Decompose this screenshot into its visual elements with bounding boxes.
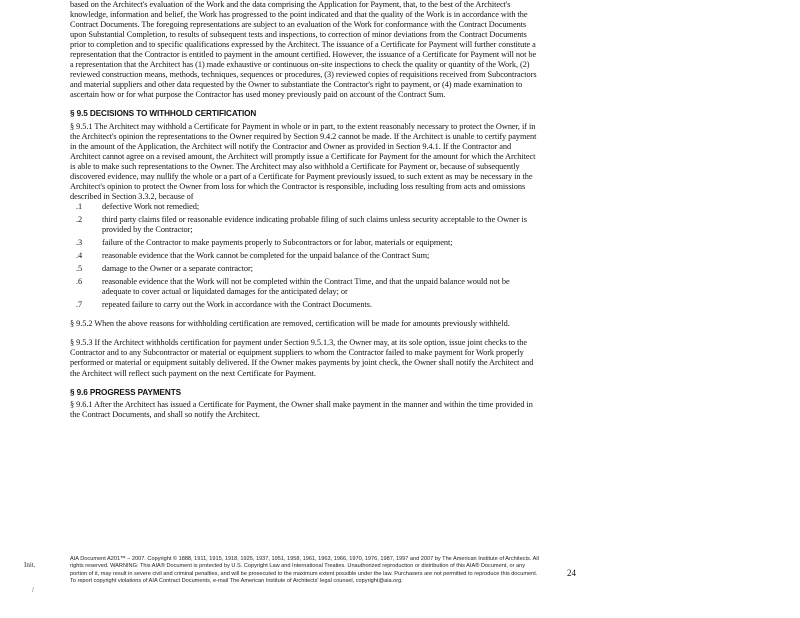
section-9-5-3: § 9.5.3 If the Architect withholds certification for payment under Section 9.5.1.3, the Owner may, at its sole option, issue joint checks to the Contractor and to any Subcontractor or material or equipment suppliers to whom the Contractor failed to make payment for Work properly performed or material or equipment suitably delivered. If the Owner makes payments by joint check, the Owner shall notify the Architect and the Architect will reflect such payment on the next Certificate for Payment. bbox=[70, 338, 534, 378]
list-item-number: .3 bbox=[76, 238, 83, 248]
copyright-footer: AIA Document A201™ – 2007. Copyright © 1888, 1911, 1915, 1918, 1925, 1937, 1951, 1958, 1961, 1963, 1966, 1970, 1976, 1987, 1997 and 2007 by The American Institute of Architects. All rights reserved. WARNING: This AIA® Document is protected by U.S. Copyright Law and International Treaties. Unauthorized reproduction or distribution of this AIA® Document, or any portion of it, may result in severe civil and criminal penalties, and will be prosecuted to the maximum extent possible under the law. Purchasers are not permitted to reproduce this document. To report copyright violations of AIA Contract Documents, e-mail The American Institute of Architects' legal counsel, copyright@aia.org. bbox=[70, 556, 539, 584]
list-item bbox=[70, 251, 540, 261]
list-item bbox=[70, 277, 540, 297]
list-item-text: third party claims filed or reasonable evidence indicating probable filing of such claims unless security acceptable to the Owner is provided by the Contractor; bbox=[102, 214, 527, 234]
list-item-number: .6 bbox=[76, 277, 83, 287]
list-item-text: reasonable evidence that the Work will not be completed within the Contract Time, and that the unpaid balance would not be adequate to cover actual or liquidated damages for the anticipated delay; or bbox=[102, 277, 510, 297]
withhold-reasons-list bbox=[70, 202, 540, 310]
list-item-number: .5 bbox=[76, 264, 83, 274]
list-item-number: .4 bbox=[76, 251, 83, 261]
margin-mark: / bbox=[32, 586, 34, 594]
section-9-5-heading: § 9.5 DECISIONS TO WITHHOLD CERTIFICATION bbox=[70, 109, 257, 119]
section-9-6-1: § 9.6.1 After the Architect has issued a Certificate for Payment, the Owner shall make payment in the manner and within the time provided in the Contract Documents, and shall so notify the Architect. bbox=[70, 399, 533, 419]
document-page bbox=[70, 0, 540, 420]
initials-label: Init. bbox=[24, 561, 36, 569]
list-item-text: repeated failure to carry out the Work in accordance with the Contract Documents. bbox=[102, 300, 372, 310]
list-item bbox=[70, 215, 540, 235]
list-item-text: defective Work not remedied; bbox=[102, 201, 200, 211]
section-9-5-2: § 9.5.2 When the above reasons for withholding certification are removed, certification will be made for amounts previously withheld. bbox=[70, 319, 510, 329]
list-item-number: .1 bbox=[76, 201, 83, 211]
intro-paragraph: based on the Architect's evaluation of the Work and the data comprising the Application for Payment, that, to the best of the Architect's knowledge, information and belief, the Work has progressed to the point indicated and that the quality of the Work is in accordance with the Contract Documents. The foregoing representations are subject to an evaluation of the Work for conformance with the Contract Documents upon Substantial Completion, to results of subsequent tests and inspections, to correction of minor deviations from the Contract Documents prior to completion and to specific qualifications expressed by the Architect. The issuance of a Certificate for Payment will further constitute a representation that the Contractor is entitled to payment in the amount certified. However, the issuance of a Certificate for Payment will not be a representation that the Architect has (1) made exhaustive or continuous on-site inspections to check the quality or quantity of the Work, (2) reviewed construction means, methods, techniques, sequences or procedures, (3) reviewed copies of requisitions received from Subcontractors and material suppliers and other data requested by the Owner to substantiate the Contractor's right to payment, or (4) made examination to ascertain how or for what purpose the Contractor has used money previously paid on account of the Contract Sum. bbox=[70, 0, 537, 100]
list-item bbox=[70, 264, 540, 274]
list-item-text: reasonable evidence that the Work cannot be completed for the unpaid balance of the Contract Sum; bbox=[102, 251, 430, 261]
list-item bbox=[70, 238, 540, 248]
section-9-5-1: § 9.5.1 The Architect may withhold a Certificate for Payment in whole or in part, to the extent reasonably necessary to protect the Owner, if in the Architect's opinion the representations to the Owner required by Section 9.4.2 cannot be made. If the Architect is unable to certify payment in the amount of the Application, the Architect will notify the Contractor and Owner as provided in Section 9.4.1. If the Contractor and Architect cannot agree on a revised amount, the Architect will promptly issue a Certificate for Payment for the amount for which the Architect is able to make such representations to the Owner. The Architect may also withhold a Certificate for Payment or, because of subsequently discovered evidence, may nullify the whole or a part of a Certificate for Payment previously issued, to such extent as may be necessary in the Architect's opinion to protect the Owner from loss for which the Contractor is responsible, including loss resulting from acts and omissions described in Section 3.3.2, because of bbox=[70, 121, 537, 201]
list-item-number: .2 bbox=[76, 214, 83, 224]
page-number: 24 bbox=[567, 568, 576, 578]
list-item bbox=[70, 202, 540, 212]
list-item-text: damage to the Owner or a separate contractor; bbox=[102, 264, 253, 274]
list-item-number: .7 bbox=[76, 300, 83, 310]
section-9-6-heading: § 9.6 PROGRESS PAYMENTS bbox=[70, 387, 181, 397]
list-item bbox=[70, 300, 540, 310]
list-item-text: failure of the Contractor to make payments properly to Subcontractors or for labor, materials or equipment; bbox=[102, 238, 453, 248]
